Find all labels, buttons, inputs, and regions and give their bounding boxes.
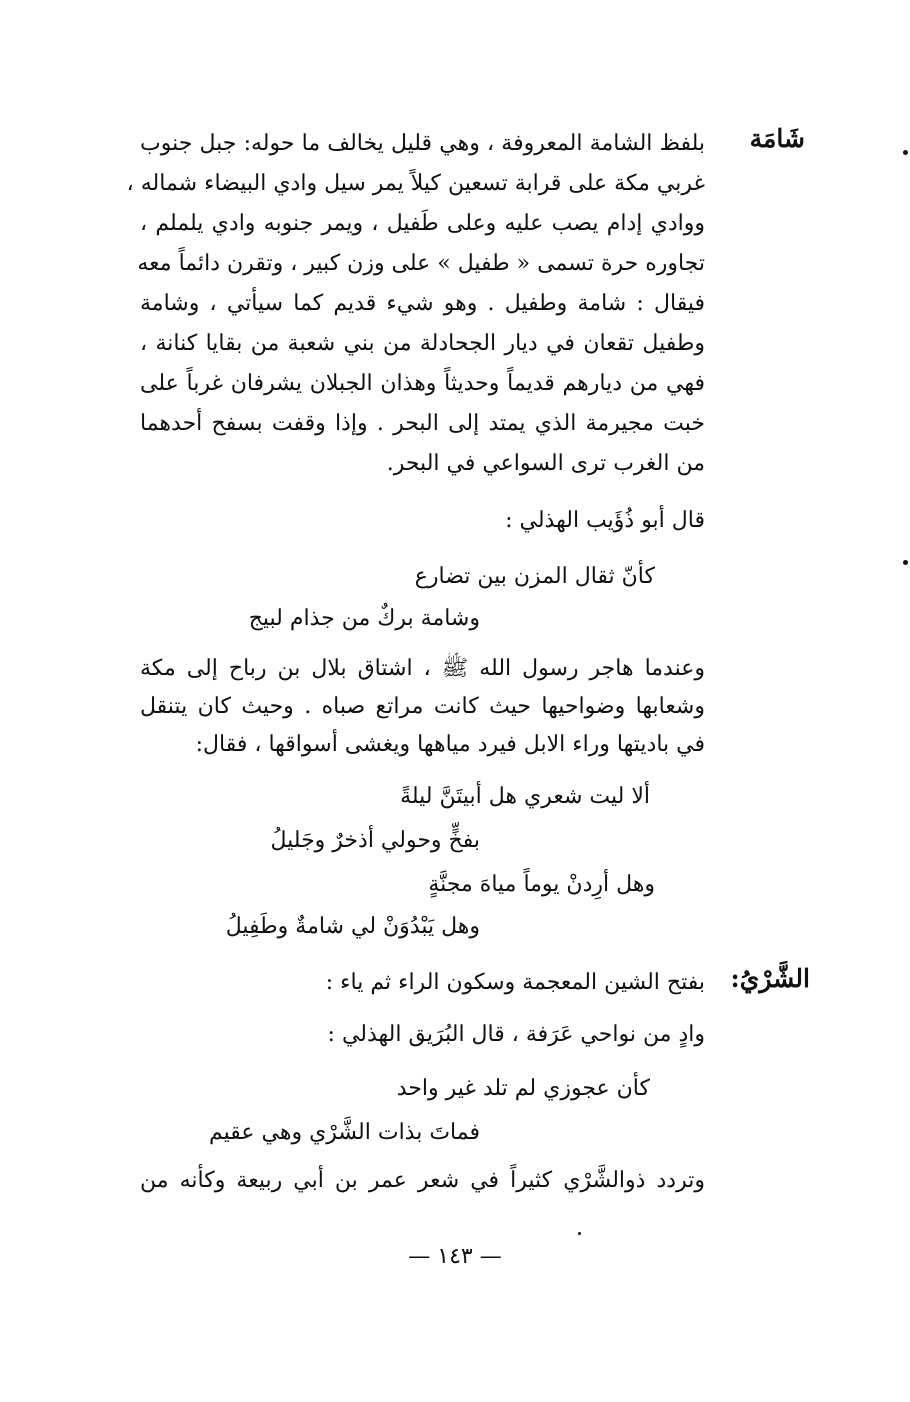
verse-line: فماتَ بذات الشَّرْي وهي عقيم [208,1120,480,1145]
verse-line: ألا ليت شعري هل أبيتَنَّ ليلةً [400,784,650,809]
scan-speck [578,1232,581,1235]
scan-speck [903,560,908,565]
entry-term-alshari: الشَّرْيُ: [730,964,810,993]
entry-term-shama: شَامَة [749,124,805,153]
paragraph-line: غربي مكة على قرابة تسعين كيلاً يمر سيل وادي البيضاء شماله ، [126,171,705,196]
paragraph-line: وعندما هاجر رسول الله ﷺ ، اشتاق بلال بن رباح إلى مكة [140,656,705,681]
paragraph-line: من الغرب ترى السواعي في البحر. [386,451,705,476]
paragraph-line: وطفيل تقعان في ديار الجحادلة من بني شعبة من بقايا كنانة ، [140,331,705,356]
verse-line: بفخٍّ وحولي أذخرٌ وجَليلُ [270,828,480,853]
verse-line: وهل أرِدنْ يوماً مياهَ مجنَّةٍ [428,872,655,897]
entry-shama-paragraph-2 [140,650,705,764]
paragraph-line: ووادي إدام يصب عليه وعلى طَفيل ، ويمر جنوبه وادي يلملم ، [140,211,705,236]
paragraph-line: خبت مجيرمة الذي يمتد إلى البحر . وإذا وقفت بسفح أحدهما [140,411,705,436]
entry-alshari-second-line: وادٍ من نواحي عَرَفة ، قال البُرَيق الهذلي : [327,1022,705,1047]
scan-speck [903,150,908,155]
paragraph-line: بلفظ الشامة المعروفة ، وهي قليل يخالف ما حوله: جبل جنوب [140,131,705,156]
paragraph-line: في باديتها وراء الابل فيرد مياهها ويغشى أسواقها ، فقال: [195,732,705,757]
entry-alshari-first-line: بفتح الشين المعجمة وسكون الراء ثم ياء : [325,970,705,995]
verse-intro: قال أبو ذُؤَيب الهذلي : [505,508,705,533]
paragraph-line: فهي من ديارهم قديماً وحديثاً وهذان الجبلان يشرفان غرباً على [140,371,705,396]
paragraph-line: وشعابها وضواحيها حيث كانت مراتع صباه . وحيث كان يتنقل [140,694,705,719]
entry-alshari-last-line: وتردد ذوالشَّرْي كثيراً في شعر عمر بن أبي ربيعة وكأنه من [140,1168,705,1193]
paragraph-line: تجاوره حرة تسمى « طفيل » على وزن كبير ، وتقرن دائماً معه [137,251,705,276]
verse-line: كأنّ ثقال المزن بين تضارع [414,564,655,589]
page-number: — ١٤٣ — [408,1244,502,1269]
verse-line: كأن عجوزي لم تلد غير واحد [396,1076,650,1101]
paragraph-line: فيقال : شامة وطفيل . وهو شيء قديم كما سيأتي ، وشامة [140,291,705,316]
verse-line: وهل يَبْدُوَنْ لي شامةٌ وطَفِيلُ [225,914,480,939]
verse-line: وشامة بركٌ من جذام لبيج [248,606,480,631]
entry-shama-paragraph [126,124,705,484]
